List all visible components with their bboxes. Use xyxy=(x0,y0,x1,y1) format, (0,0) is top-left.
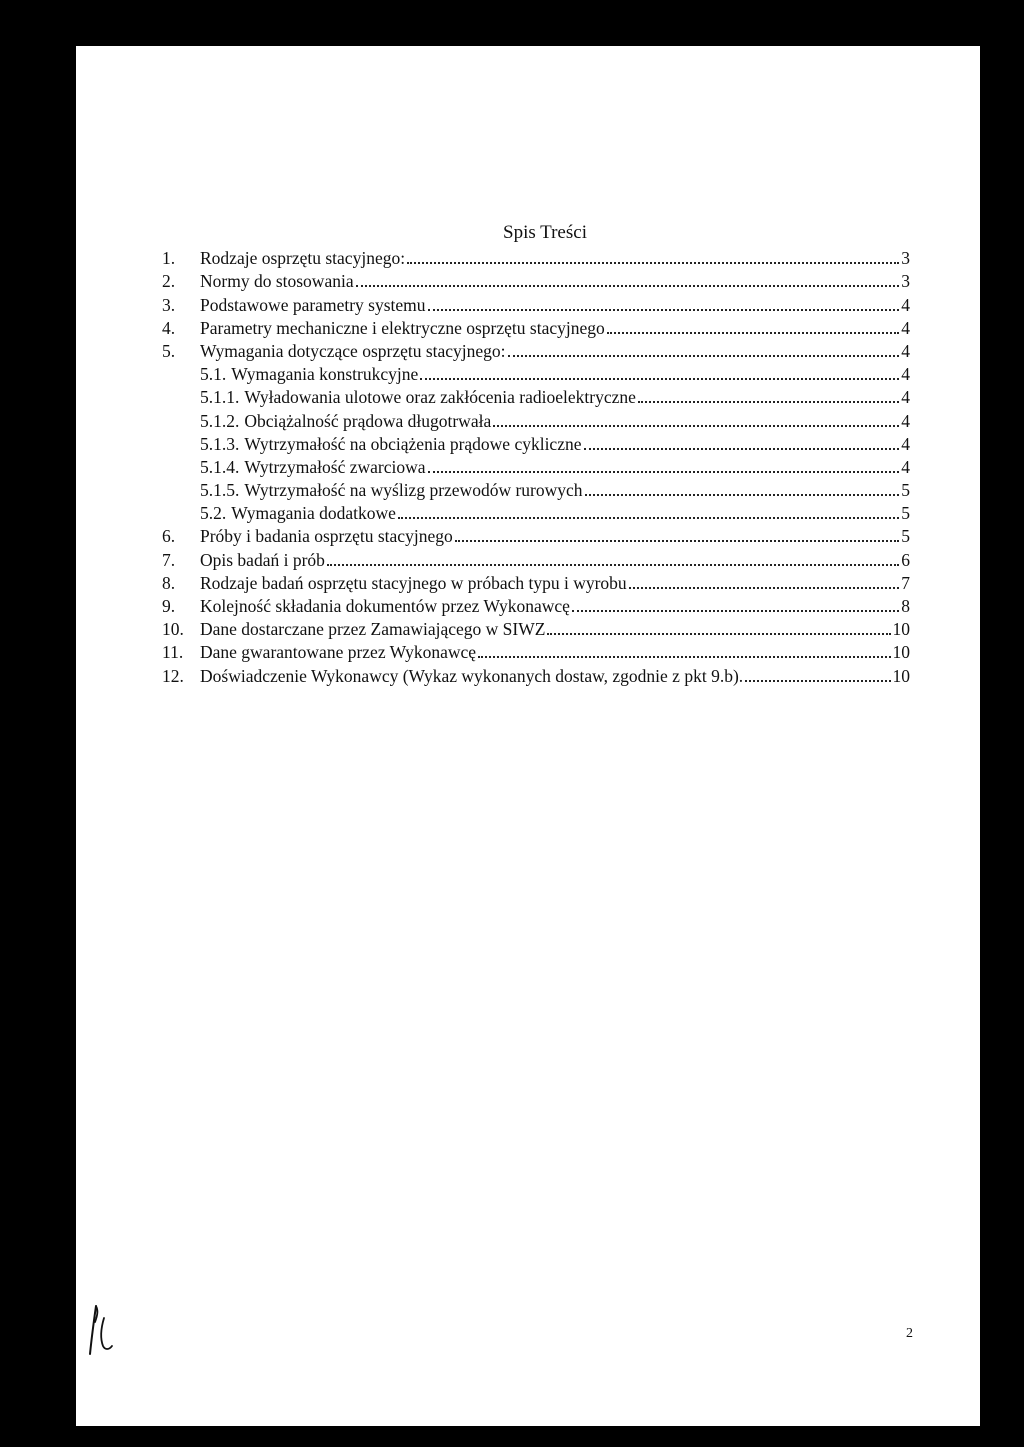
toc-entry-number: 9. xyxy=(162,596,176,616)
toc-entry-page: 4 xyxy=(901,410,910,431)
dot-leader xyxy=(629,587,900,589)
toc-entry-text: Doświadczenie Wykonawcy (Wykaz wykonanych dostaw, zgodnie z pkt 9.b). xyxy=(200,665,744,686)
toc-entry-page: 4 xyxy=(901,340,910,361)
toc-entry-page: 4 xyxy=(901,387,910,408)
toc-entry-page: 3 xyxy=(901,271,910,292)
toc-entry-number: 2. xyxy=(162,271,176,292)
toc-entry-number: 10. xyxy=(162,619,184,640)
toc-entry-number: 5.1.4. xyxy=(200,456,240,477)
toc-entry-text: Wyładowania ulotowe oraz zakłócenia radioelektryczne xyxy=(244,387,636,408)
toc-entry-page: 10 xyxy=(892,619,910,640)
toc-entry-number: 5.1.2. xyxy=(200,410,240,431)
toc-entry-text: Wymagania dotyczące osprzętu stacyjnego: xyxy=(200,340,506,361)
toc-entry-page: 4 xyxy=(901,294,910,315)
toc-entry[interactable] xyxy=(162,339,910,362)
toc-entry-text: Podstawowe parametry systemu xyxy=(200,294,426,315)
toc-entry-text: Normy do stosowania xyxy=(200,271,354,292)
toc-entry-text: Rodzaje badań osprzętu stacyjnego w próbach typu i wyrobu xyxy=(200,572,627,593)
dot-leader xyxy=(478,656,890,658)
toc-entry-text: Dane dostarczane przez Zamawiającego w SIWZ xyxy=(200,619,546,640)
toc-entry-text: Wytrzymałość na wyślizg przewodów rurowych xyxy=(244,480,583,501)
toc-entry[interactable] xyxy=(162,571,910,594)
dot-leader xyxy=(585,494,900,496)
toc-entry-text: Wytrzymałość zwarciowa xyxy=(244,456,426,477)
toc-entry-page: 3 xyxy=(901,248,910,269)
toc-entry-text: Wymagania konstrukcyjne xyxy=(231,364,419,385)
dot-leader xyxy=(547,633,890,635)
toc-entry-page: 4 xyxy=(901,456,910,477)
toc-entry-text: Obciążalność prądowa długotrwała xyxy=(244,410,492,431)
toc-entry-text: Dane gwarantowane przez Wykonawcę xyxy=(200,642,477,663)
dot-leader xyxy=(428,471,900,473)
page-number: 2 xyxy=(906,1326,913,1341)
toc-entry[interactable] xyxy=(162,594,910,617)
toc-entry-page: 4 xyxy=(901,433,910,454)
toc-entry[interactable] xyxy=(162,246,910,269)
toc-entry-page: 4 xyxy=(901,364,910,385)
dot-leader xyxy=(420,378,899,380)
toc-entry-number: 8. xyxy=(162,572,176,593)
toc-entry[interactable] xyxy=(162,617,910,640)
dot-leader xyxy=(745,680,890,682)
toc-entry[interactable] xyxy=(162,455,910,478)
toc-entry-number: 5.1.3. xyxy=(200,433,240,454)
toc-entry-text: Rodzaje osprzętu stacyjnego: xyxy=(200,248,406,269)
toc-entry-page: 7 xyxy=(901,572,910,593)
toc-entry[interactable] xyxy=(162,640,910,663)
toc-entry-number: 3. xyxy=(162,294,176,315)
toc-entry[interactable] xyxy=(162,316,910,339)
dot-leader xyxy=(407,262,899,264)
toc-entry[interactable] xyxy=(162,408,910,431)
toc-entry[interactable] xyxy=(162,478,910,501)
toc-entry[interactable] xyxy=(162,501,910,524)
table-of-contents xyxy=(162,246,910,687)
dot-leader xyxy=(455,540,900,542)
dot-leader xyxy=(356,285,900,287)
toc-entry-page: 10 xyxy=(892,642,910,663)
toc-entry-text: Kolejność składania dokumentów przez Wykonawcę xyxy=(200,596,570,616)
toc-entry[interactable] xyxy=(162,362,910,385)
toc-entry-text: Próby i badania osprzętu stacyjnego xyxy=(200,526,453,547)
dot-leader xyxy=(398,517,899,519)
handwritten-initials xyxy=(82,1300,122,1360)
toc-entry-page: 4 xyxy=(901,317,910,338)
toc-entry-number: 5.1.1. xyxy=(200,387,240,408)
toc-entry-number: 6. xyxy=(162,526,176,547)
dot-leader xyxy=(508,355,900,357)
toc-entry-text: Wymagania dodatkowe xyxy=(231,503,396,524)
dot-leader xyxy=(638,401,899,403)
toc-entry-number: 11. xyxy=(162,642,184,663)
toc-entry-page: 6 xyxy=(901,549,910,570)
toc-entry-page: 5 xyxy=(901,480,910,501)
toc-entry[interactable] xyxy=(162,269,910,292)
toc-entry[interactable] xyxy=(162,432,910,455)
dot-leader xyxy=(327,564,899,566)
toc-entry[interactable] xyxy=(162,547,910,570)
toc-entry[interactable] xyxy=(162,385,910,408)
toc-title: Spis Treści xyxy=(503,222,587,243)
toc-entry-page: 5 xyxy=(901,503,910,524)
toc-entry-number: 12. xyxy=(162,665,184,686)
toc-entry[interactable] xyxy=(162,292,910,315)
toc-entry[interactable] xyxy=(162,524,910,547)
dot-leader xyxy=(607,332,900,334)
toc-entry[interactable] xyxy=(162,663,910,686)
dot-leader xyxy=(572,610,899,612)
toc-entry-text: Opis badań i prób xyxy=(200,549,325,570)
toc-entry-number: 5. xyxy=(162,340,176,361)
toc-entry-number: 4. xyxy=(162,317,176,338)
toc-entry-text: Parametry mechaniczne i elektryczne osprzętu stacyjnego xyxy=(200,317,605,338)
toc-entry-number: 5.2. xyxy=(200,503,227,524)
toc-entry-text: Wytrzymałość na obciążenia prądowe cykliczne xyxy=(244,433,582,454)
dot-leader xyxy=(584,448,900,450)
toc-entry-page: 5 xyxy=(901,526,910,547)
toc-entry-page: 8 xyxy=(901,596,910,616)
toc-entry-number: 5.1.5. xyxy=(200,480,240,501)
dot-leader xyxy=(428,309,900,311)
toc-entry-number: 7. xyxy=(162,549,176,570)
toc-entry-page: 10 xyxy=(892,665,910,686)
toc-entry-number: 1. xyxy=(162,248,176,269)
dot-leader xyxy=(493,425,899,427)
toc-entry-number: 5.1. xyxy=(200,364,227,385)
